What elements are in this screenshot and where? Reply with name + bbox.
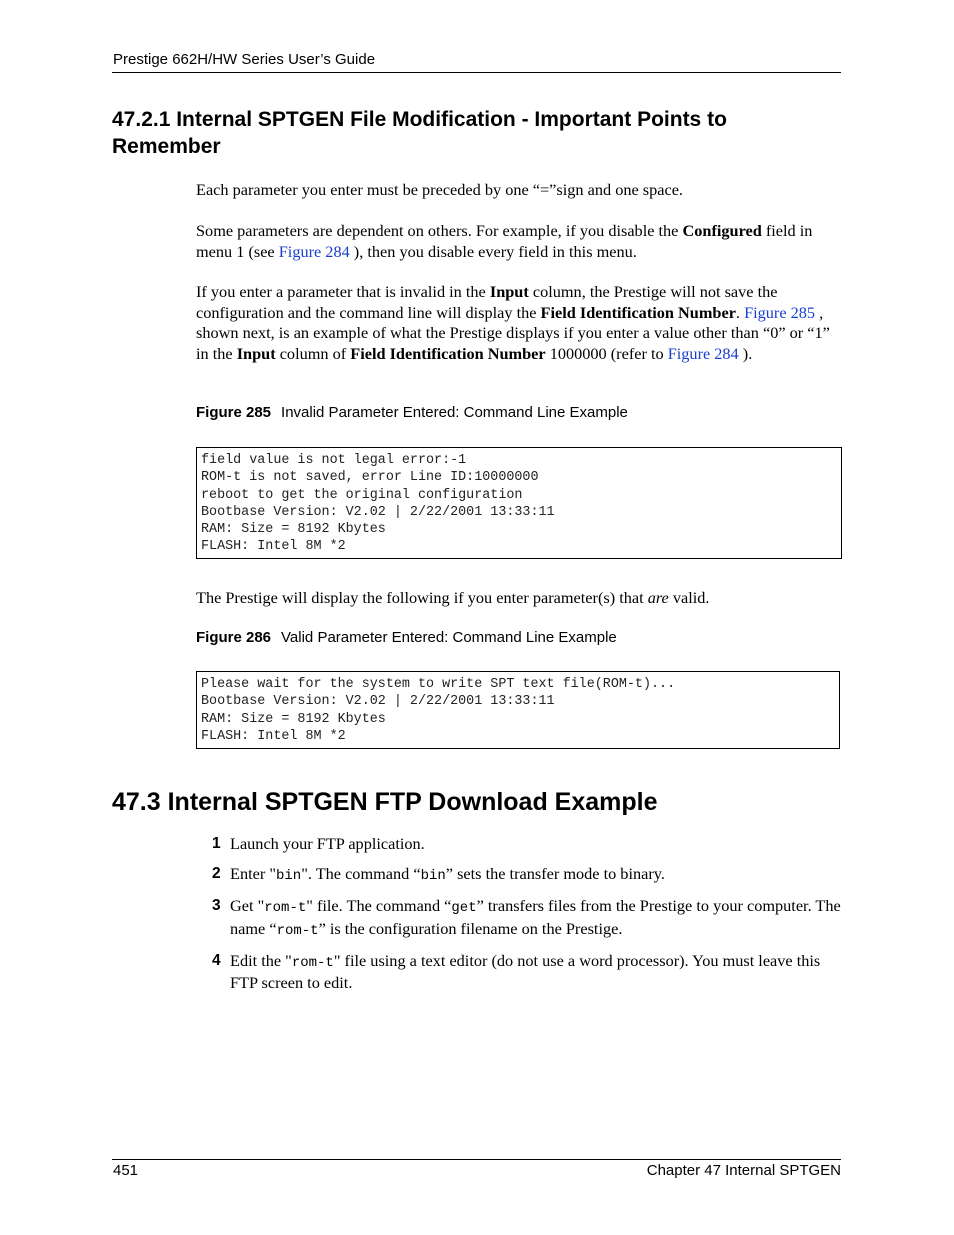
section-heading-47-2-1: 47.2.1 Internal SPTGEN File Modification - Important Points to Remember	[112, 108, 727, 158]
code-line: RAM: Size = 8192 Kbytes	[201, 711, 386, 727]
header-rule	[112, 72, 841, 73]
section-heading-47-3: 47.3 Internal SPTGEN FTP Download Example	[112, 788, 658, 816]
page-number: 451	[113, 1162, 139, 1179]
step-item: 2 Enter "bin". The command “bin” sets the transfer mode to binary.	[212, 864, 665, 884]
code-line: Please wait for the system to write SPT text file(ROM-t)...	[201, 677, 676, 692]
step-number: 2	[212, 865, 221, 882]
chapter-title: Chapter 47 Internal SPTGEN	[646, 1162, 841, 1179]
code-line: FLASH: Intel 8M *2	[201, 539, 346, 555]
step-number: 4	[212, 951, 221, 969]
step-number: 3	[212, 897, 221, 914]
footer-rule	[112, 1159, 841, 1160]
link-figure-284-ref[interactable]: Figure 284	[667, 343, 739, 363]
paragraph-dependent-params: Some parameters are dependent on others. For example, if you disable the Configured field in menu 1 (see Figure 284 ), then you disable every field in this menu.	[196, 221, 813, 261]
step-item: 1 Launch your FTP application.	[212, 834, 425, 853]
figure-285-code-box	[196, 447, 842, 559]
link-figure-285[interactable]: Figure 285	[744, 302, 816, 322]
ftp-steps-list	[196, 834, 844, 1003]
paragraph-invalid-params: If you enter a parameter that is invalid in the Input column, the Prestige will not save the configuration and the command line will display the Field Identification Number. Figure 285 , shown next, is an example of what the Prestige displays if you enter a value other than “0” or “1” in the Input column of Field Identification Number 1000000 (refer to Figure 284 ).	[196, 282, 830, 363]
figure-286-caption: Figure 286 Valid Parameter Entered: Command Line Example	[196, 629, 617, 646]
figure-285-caption: Figure 285 Invalid Parameter Entered: Command Line Example	[196, 404, 628, 421]
link-figure-284[interactable]: Figure 284	[278, 241, 350, 261]
page-header: Prestige 662H/HW Series User’s Guide	[113, 51, 376, 68]
code-line: reboot to get the original configuration	[201, 487, 523, 503]
code-line: field value is not legal error:-1	[201, 453, 467, 468]
step-item: 3 Get "rom-t" file. The command “get” transfers files from the Prestige to your computer. The name “rom-t” is the configuration filename on the Prestige.	[212, 896, 841, 939]
figure-286-label: Figure 286	[196, 629, 272, 646]
figure-285-label: Figure 285	[196, 404, 272, 421]
code-line: Bootbase Version: V2.02 | 2/22/2001 13:33:11	[201, 504, 555, 520]
figure-286-code-box	[196, 671, 840, 749]
step-number: 1	[212, 835, 221, 852]
step-item: 4 Edit the "rom-t" file using a text editor (do not use a word processor). You must leave this FTP screen to edit.	[212, 950, 821, 992]
paragraph-equal-sign: Each parameter you enter must be preceded by one “=”sign and one space.	[196, 180, 684, 199]
code-line: FLASH: Intel 8M *2	[201, 728, 346, 744]
code-line: ROM-t is not saved, error Line ID:10000000	[201, 470, 539, 486]
paragraph-valid-params: The Prestige will display the following if you enter parameter(s) that are valid.	[196, 588, 710, 607]
code-line: RAM: Size = 8192 Kbytes	[201, 522, 386, 538]
code-line: Bootbase Version: V2.02 | 2/22/2001 13:33:11	[201, 694, 555, 710]
